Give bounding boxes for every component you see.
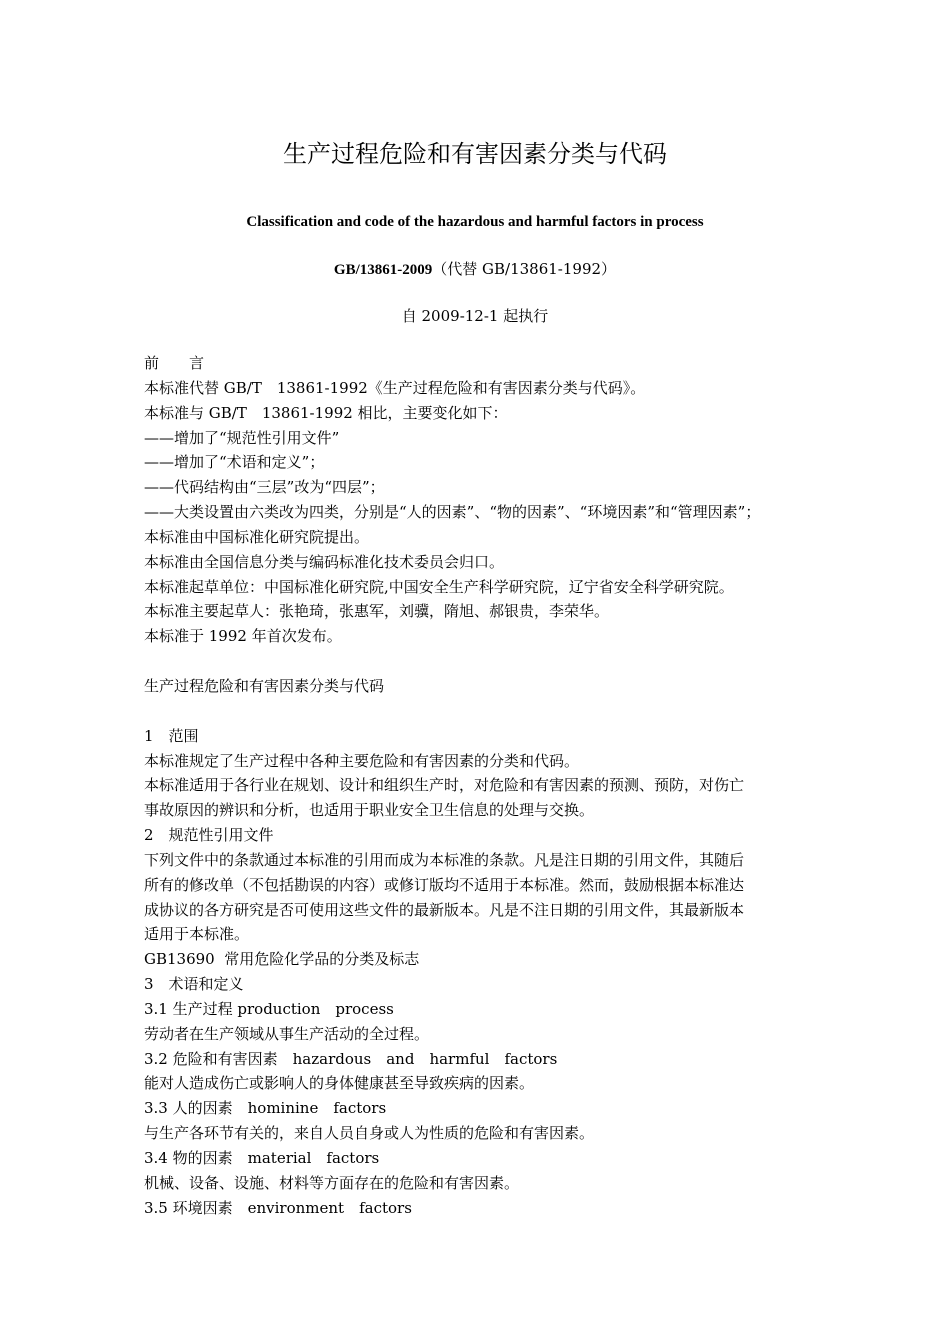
main-line: 能对人造成伤亡或影响人的身体健康甚至导致疾病的因素。 [144, 1074, 535, 1093]
main-line: 下列文件中的条款通过本标准的引用而成为本标准的条款。凡是注日期的引用文件，其随后 [144, 850, 745, 869]
main-line: 3.2 危险和有害因素 hazardous and harmful factors [144, 1049, 558, 1068]
foreword-line: ——增加了“术语和定义”； [144, 453, 325, 472]
main-line: 2 规范性引用文件 [144, 826, 274, 845]
main-line: 事故原因的辨识和分析，也适用于职业安全卫生信息的处理与交换。 [144, 801, 595, 820]
foreword-line: 本标准由全国信息分类与编码标准化技术委员会归口。 [144, 552, 505, 571]
foreword-line: 本标准代替 GB/T 13861-1992《生产过程危险和有害因素分类与代码》。 [144, 378, 646, 397]
main-line: 成协议的各方研究是否可使用这些文件的最新版本。凡是不注日期的引用文件，其最新版本 [144, 900, 745, 919]
main-line: 1 范围 [144, 726, 199, 745]
main-line: 3.3 人的因素 hominine factors [144, 1099, 387, 1118]
main-heading: 生产过程危险和有害因素分类与代码 [144, 676, 385, 695]
paragraph-gap [144, 649, 814, 674]
standard-replaces: （代替 GB/13861-1992） [432, 260, 617, 278]
document-body [144, 351, 814, 1221]
main-line: 3 术语和定义 [144, 975, 244, 994]
foreword-line: 本标准起草单位：中国标准化研究院,中国安全生产科学研究院，辽宁省安全科学研究院。 [144, 577, 734, 596]
foreword-line: ——增加了“规范性引用文件” [144, 428, 340, 447]
foreword-line: 本标准由中国标准化研究院提出。 [144, 527, 370, 546]
main-line: 本标准适用于各行业在规划、设计和组织生产时，对危险和有害因素的预测、预防，对伤亡 [144, 776, 745, 795]
main-line: 3.5 环境因素 environment factors [144, 1198, 412, 1217]
main-line: 机械、设备、设施、材料等方面存在的危险和有害因素。 [144, 1173, 520, 1192]
foreword-line: 本标准主要起草人：张艳琦，张惠军，刘骥，隋旭、郝银贵，李荣华。 [144, 602, 610, 621]
main-line: GB13690 常用危险化学品的分类及标志 [144, 950, 420, 969]
main-line: 3.4 物的因素 material factors [144, 1149, 380, 1167]
main-line: 3.1 生产过程 production process [144, 999, 394, 1018]
foreword-line: ——代码结构由“三层”改为“四层”； [144, 478, 385, 497]
paragraph-gap [144, 699, 814, 724]
english-title: Classification and code of the hazardous and harmful factors in process [246, 214, 704, 230]
main-line: 适用于本标准。 [144, 925, 250, 944]
effective-date: 自 2009-12-1 起执行 [401, 307, 549, 325]
standard-code: GB/13861-2009 [333, 262, 433, 278]
main-line: 劳动者在生产领域从事生产活动的全过程。 [144, 1024, 430, 1043]
foreword-line: ——大类设置由六类改为四类，分别是“人的因素”、“物的因素”、“环境因素”和“管理因素”； [144, 503, 761, 522]
main-line: 本标准规定了生产过程中各种主要危险和有害因素的分类和代码。 [144, 751, 580, 770]
main-line: 所有的修改单（不包括勘误的内容）或修订版均不适用于本标准。然而，鼓励根据本标准达 [144, 875, 745, 894]
standard-code-line [0, 258, 950, 281]
foreword-line: 本标准于 1992 年首次发布。 [144, 627, 342, 646]
main-line: 与生产各环节有关的，来自人员自身或人为性质的危险和有害因素。 [144, 1124, 595, 1143]
foreword-heading: 前 言 [144, 354, 205, 372]
foreword-line: 本标准与 GB/T 13861-1992 相比，主要变化如下： [144, 403, 508, 422]
document-title: 生产过程危险和有害因素分类与代码 [283, 140, 667, 168]
